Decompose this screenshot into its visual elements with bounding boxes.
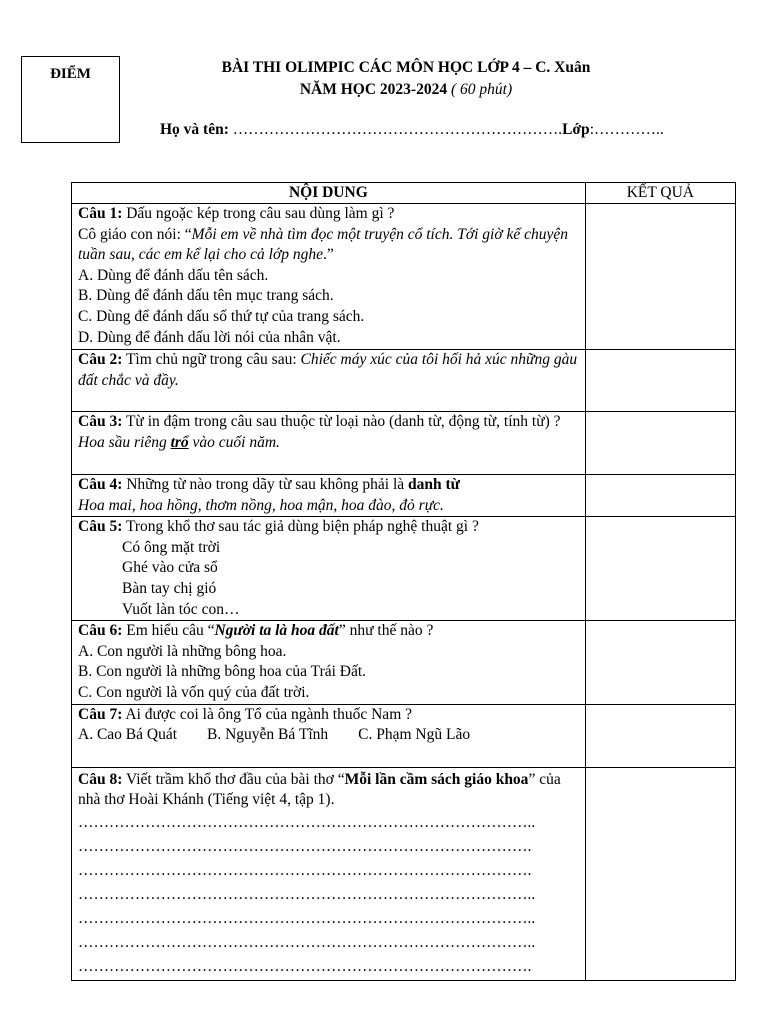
q4-text: Những từ nào trong dãy từ sau không phải là bbox=[122, 476, 409, 493]
answer-line[interactable]: …………………………………………………………………………….. bbox=[78, 909, 536, 927]
q3-bold-word: trổ bbox=[170, 433, 189, 451]
q1-context-pre: Cô giáo con nói: “ bbox=[78, 225, 192, 243]
q2-label: Câu 2: bbox=[78, 351, 123, 368]
table-header-row bbox=[72, 183, 736, 204]
q5-label: Câu 5: bbox=[78, 518, 123, 536]
q3-sentence-pre: Hoa sầu riêng bbox=[78, 433, 171, 451]
q7-option-b: B. Nguyễn Bá Tĩnh bbox=[207, 726, 329, 744]
question-row-1 bbox=[72, 204, 736, 350]
q4-words: Hoa mai, hoa hồng, thơm nồng, hoa mận, hoa đào, đỏ rực. bbox=[78, 496, 444, 514]
question-3 bbox=[72, 412, 586, 475]
question-6 bbox=[72, 621, 586, 704]
answer-cell-1[interactable] bbox=[585, 204, 735, 350]
q6-option-c: C. Con người là vốn quý của đất trời. bbox=[78, 683, 310, 701]
q7-text: Ai được coi là ông Tổ của ngành thuốc Nam ? bbox=[122, 705, 413, 723]
score-box bbox=[21, 56, 120, 143]
q2-sentence: Chiếc máy xúc của tôi hối hả xúc những gàu đất chắc và đầy. bbox=[78, 351, 578, 389]
answer-cell-2[interactable] bbox=[585, 350, 735, 412]
answer-cell-4[interactable] bbox=[585, 475, 735, 517]
q8-text-post: ” của nhà thơ Hoài Khánh (Tiếng việt 4, tập 1). bbox=[78, 770, 561, 809]
q1-option-c: C. Dùng để đánh dấu số thứ tự của trang sách. bbox=[78, 307, 365, 325]
question-row-4 bbox=[72, 475, 736, 517]
question-7 bbox=[72, 704, 586, 767]
q2-text: Tìm chủ ngữ trong câu sau: bbox=[122, 351, 301, 368]
name-blank[interactable]: ………………………………………………………. bbox=[232, 121, 563, 138]
answer-cell-5[interactable] bbox=[585, 517, 735, 621]
answer-cell-8[interactable] bbox=[585, 767, 735, 980]
q1-text: Dấu ngoặc kép trong câu sau dùng làm gì ? bbox=[122, 205, 395, 222]
q1-context-post: .” bbox=[323, 246, 334, 264]
answer-line[interactable]: ……………………………………………………………………………. bbox=[78, 837, 532, 855]
header-result: KẾT QUẢ bbox=[585, 183, 735, 204]
poem-line: Vuốt làn tóc con… bbox=[122, 600, 240, 618]
name-label: Họ và tên: bbox=[160, 121, 233, 138]
q6-text-pre: Em hiểu câu “ bbox=[122, 622, 215, 640]
student-info-line bbox=[160, 121, 664, 139]
question-row-6 bbox=[72, 621, 736, 704]
question-row-2 bbox=[72, 350, 736, 412]
answer-cell-3[interactable] bbox=[585, 412, 735, 475]
q3-sentence-post: vào cuối năm. bbox=[188, 433, 280, 451]
question-4 bbox=[72, 475, 586, 517]
school-year bbox=[150, 80, 662, 100]
duration: ( 60 phút) bbox=[447, 81, 513, 98]
q1-label: Câu 1: bbox=[78, 205, 123, 222]
q8-poem-title: Mỗi lần cầm sách giáo khoa bbox=[344, 770, 529, 788]
question-row-7 bbox=[72, 704, 736, 767]
q4-bold: danh từ bbox=[408, 476, 460, 493]
q1-option-d: D. Dùng để đánh dấu lời nói của nhân vật. bbox=[78, 328, 341, 346]
q4-label: Câu 4: bbox=[78, 476, 123, 493]
class-label: Lớp bbox=[562, 121, 590, 138]
question-2 bbox=[72, 350, 586, 412]
q8-text-pre: Viết trầm khổ thơ đầu của bài thơ “ bbox=[122, 770, 345, 788]
q8-label: Câu 8: bbox=[78, 770, 123, 788]
question-8 bbox=[72, 767, 586, 980]
class-blank[interactable]: :………….. bbox=[589, 121, 664, 138]
q1-option-b: B. Dùng để đánh dấu tên mục trang sách. bbox=[78, 287, 334, 305]
answer-line[interactable]: …………………………………………………………………………….. bbox=[78, 813, 536, 831]
q6-option-a: A. Con người là những bông hoa. bbox=[78, 642, 287, 660]
score-label: ĐIỂM bbox=[50, 66, 91, 82]
answer-line[interactable]: ……………………………………………………………………………. bbox=[78, 861, 532, 879]
question-row-5 bbox=[72, 517, 736, 621]
q7-option-c: C. Phạm Ngũ Lão bbox=[358, 726, 471, 744]
q7-label: Câu 7: bbox=[78, 705, 123, 723]
q1-option-a: A. Dùng để đánh dấu tên sách. bbox=[78, 266, 269, 284]
answer-line[interactable]: ……………………………………………………………………………. bbox=[78, 957, 532, 975]
q3-text: Từ in đậm trong câu sau thuộc từ loại nào (danh từ, động từ, tính từ) ? bbox=[122, 413, 561, 430]
poem-line: Có ông mặt trời bbox=[122, 538, 221, 556]
q6-option-b: B. Con người là những bông hoa của Trái Đất. bbox=[78, 663, 367, 681]
answer-line[interactable]: …………………………………………………………………………….. bbox=[78, 885, 536, 903]
poem-line: Ghé vào cửa sổ bbox=[122, 559, 218, 577]
q5-text: Trong khổ thơ sau tác giả dùng biện pháp nghệ thuật gì ? bbox=[122, 518, 479, 536]
question-row-8 bbox=[72, 767, 736, 980]
header-content: NỘI DUNG bbox=[72, 183, 586, 204]
poem-line: Bàn tay chị gió bbox=[122, 579, 217, 597]
q3-label: Câu 3: bbox=[78, 413, 123, 430]
question-row-3 bbox=[72, 412, 736, 475]
question-1 bbox=[72, 204, 586, 350]
exam-table bbox=[71, 182, 736, 981]
q6-text-post: ” như thế nào ? bbox=[338, 622, 434, 640]
q7-option-a: A. Cao Bá Quát bbox=[78, 726, 178, 744]
q6-quote: Người ta là hoa đất bbox=[214, 622, 339, 640]
answer-cell-6[interactable] bbox=[585, 621, 735, 704]
answer-cell-7[interactable] bbox=[585, 704, 735, 767]
year-label: NĂM HỌC 2023-2024 bbox=[299, 81, 448, 98]
question-5 bbox=[72, 517, 586, 621]
q1-quote: Mỗi em về nhà tìm đọc một truyện cổ tích. Tới giờ kể chuyện tuần sau, các em kể lại cho cả lớp nghe bbox=[78, 225, 569, 264]
q6-label: Câu 6: bbox=[78, 622, 123, 640]
exam-title: BÀI THI OLIMPIC CÁC MÔN HỌC LỚP 4 – C. Xuân bbox=[221, 59, 591, 76]
answer-line[interactable]: …………………………………………………………………………….. bbox=[78, 933, 536, 951]
